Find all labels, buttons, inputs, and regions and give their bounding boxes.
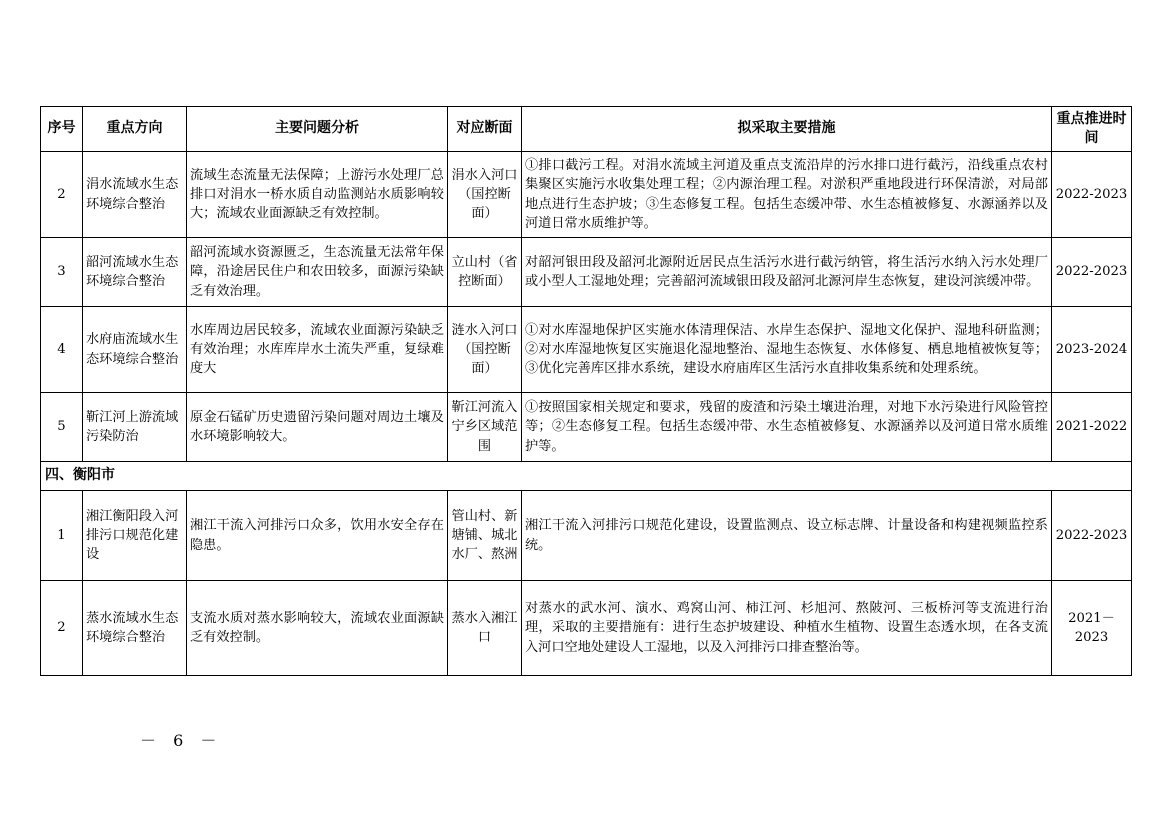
cell-measures: ①按照国家相关规定和要求，残留的废渣和污染土壤进治理，对地下水污染进行风险管控等；②生态修复工程。包括生态缓冲带、水生态植被修复、水源涵养以及河道日常水质维护等。 bbox=[522, 393, 1052, 462]
header-row bbox=[41, 107, 1132, 152]
cell-problem: 湘江干流入河排污口众多，饮用水安全存在隐患。 bbox=[187, 491, 448, 581]
section-row bbox=[41, 462, 1132, 491]
cell-section: 涟水入河口（国控断面） bbox=[448, 307, 522, 393]
table-row bbox=[41, 393, 1132, 462]
section-title: 四、衡阳市 bbox=[41, 462, 1132, 491]
cell-measures: 对韶河银田段及韶河北源附近居民点生活污水进行截污纳管，将生活污水纳入污水处理厂或小型人工湿地处理；完善韶河流域银田段及韶河北源河岸生态恢复，建设河滨缓冲带。 bbox=[522, 238, 1052, 307]
cell-problem: 原金石锰矿历史遗留污染问题对周边土壤及水环境影响较大。 bbox=[187, 393, 448, 462]
header-seq: 序号 bbox=[41, 107, 83, 152]
cell-focus: 湘江衡阳段入河排污口规范化建设 bbox=[83, 491, 187, 581]
cell-seq: 1 bbox=[41, 491, 83, 581]
cell-problem: 流域生态流量无法保障；上游污水处理厂总排口对涓水一桥水质自动监测站水质影响较大；流域农业面源缺乏有效控制。 bbox=[187, 152, 448, 238]
cell-time: 2021－2023 bbox=[1052, 581, 1132, 676]
cell-section: 靳江河流入宁乡区域范围 bbox=[448, 393, 522, 462]
cell-time: 2022-2023 bbox=[1052, 152, 1132, 238]
cell-problem: 韶河流域水资源匮乏，生态流量无法常年保障，沿途居民住户和农田较多，面源污染缺乏有效治理。 bbox=[187, 238, 448, 307]
header-section: 对应断面 bbox=[448, 107, 522, 152]
cell-problem: 水库周边居民较多，流域农业面源污染缺乏有效治理；水库库岸水土流失严重，复绿难度大 bbox=[187, 307, 448, 393]
page-number: － 6 － bbox=[140, 731, 223, 750]
cell-section: 涓水入河口（国控断面） bbox=[448, 152, 522, 238]
cell-measures: 对蒸水的武水河、演水、鸡窝山河、柿江河、杉旭河、熬陂河、三板桥河等支流进行治理，采取的主要措施有：进行生态护坡建设、种植水生植物、设置生态透水坝，在各支流入河口空地处建设人工湿地，以及入河排污口排查整治等。 bbox=[522, 581, 1052, 676]
measures-table bbox=[40, 106, 1132, 676]
cell-section: 管山村、新塘铺、城北水厂、熬洲 bbox=[448, 491, 522, 581]
cell-time: 2021-2022 bbox=[1052, 393, 1132, 462]
cell-focus: 靳江河上游流域污染防治 bbox=[83, 393, 187, 462]
cell-time: 2023-2024 bbox=[1052, 307, 1132, 393]
table-row bbox=[41, 152, 1132, 238]
table-row bbox=[41, 307, 1132, 393]
cell-focus: 韶河流域水生态环境综合整治 bbox=[83, 238, 187, 307]
cell-seq: 3 bbox=[41, 238, 83, 307]
cell-time: 2022-2023 bbox=[1052, 491, 1132, 581]
cell-section: 立山村（省控断面） bbox=[448, 238, 522, 307]
cell-time: 2022-2023 bbox=[1052, 238, 1132, 307]
cell-focus: 涓水流域水生态环境综合整治 bbox=[83, 152, 187, 238]
cell-focus: 蒸水流域水生态环境综合整治 bbox=[83, 581, 187, 676]
cell-measures: 湘江干流入河排污口规范化建设，设置监测点、设立标志牌、计量设备和构建视频监控系统。 bbox=[522, 491, 1052, 581]
header-measures: 拟采取主要措施 bbox=[522, 107, 1052, 152]
cell-section: 蒸水入湘江口 bbox=[448, 581, 522, 676]
cell-measures: ①对水库湿地保护区实施水体清理保洁、水岸生态保护、湿地文化保护、湿地科研监测；②对水库湿地恢复区实施退化湿地整治、湿地生态恢复、水体修复、栖息地植被恢复等；③优化完善库区排水系统，建设水府庙库区生活污水直排收集系统和处理系统。 bbox=[522, 307, 1052, 393]
cell-focus: 水府庙流域水生态环境综合整治 bbox=[83, 307, 187, 393]
cell-measures: ①排口截污工程。对涓水流域主河道及重点支流沿岸的污水排口进行截污，沿线重点农村集聚区实施污水收集处理工程；②内源治理工程。对淤积严重地段进行环保清淤，对局部地点进行生态护坡；③生态修复工程。包括生态缓冲带、水生态植被修复、水源涵养以及河道日常水质维护等。 bbox=[522, 152, 1052, 238]
table-row bbox=[41, 491, 1132, 581]
table-row bbox=[41, 238, 1132, 307]
header-time: 重点推进时间 bbox=[1052, 107, 1132, 152]
cell-seq: 2 bbox=[41, 152, 83, 238]
header-problem: 主要问题分析 bbox=[187, 107, 448, 152]
cell-seq: 4 bbox=[41, 307, 83, 393]
table-row bbox=[41, 581, 1132, 676]
header-focus: 重点方向 bbox=[83, 107, 187, 152]
cell-seq: 2 bbox=[41, 581, 83, 676]
cell-seq: 5 bbox=[41, 393, 83, 462]
cell-problem: 支流水质对蒸水影响较大，流域农业面源缺乏有效控制。 bbox=[187, 581, 448, 676]
